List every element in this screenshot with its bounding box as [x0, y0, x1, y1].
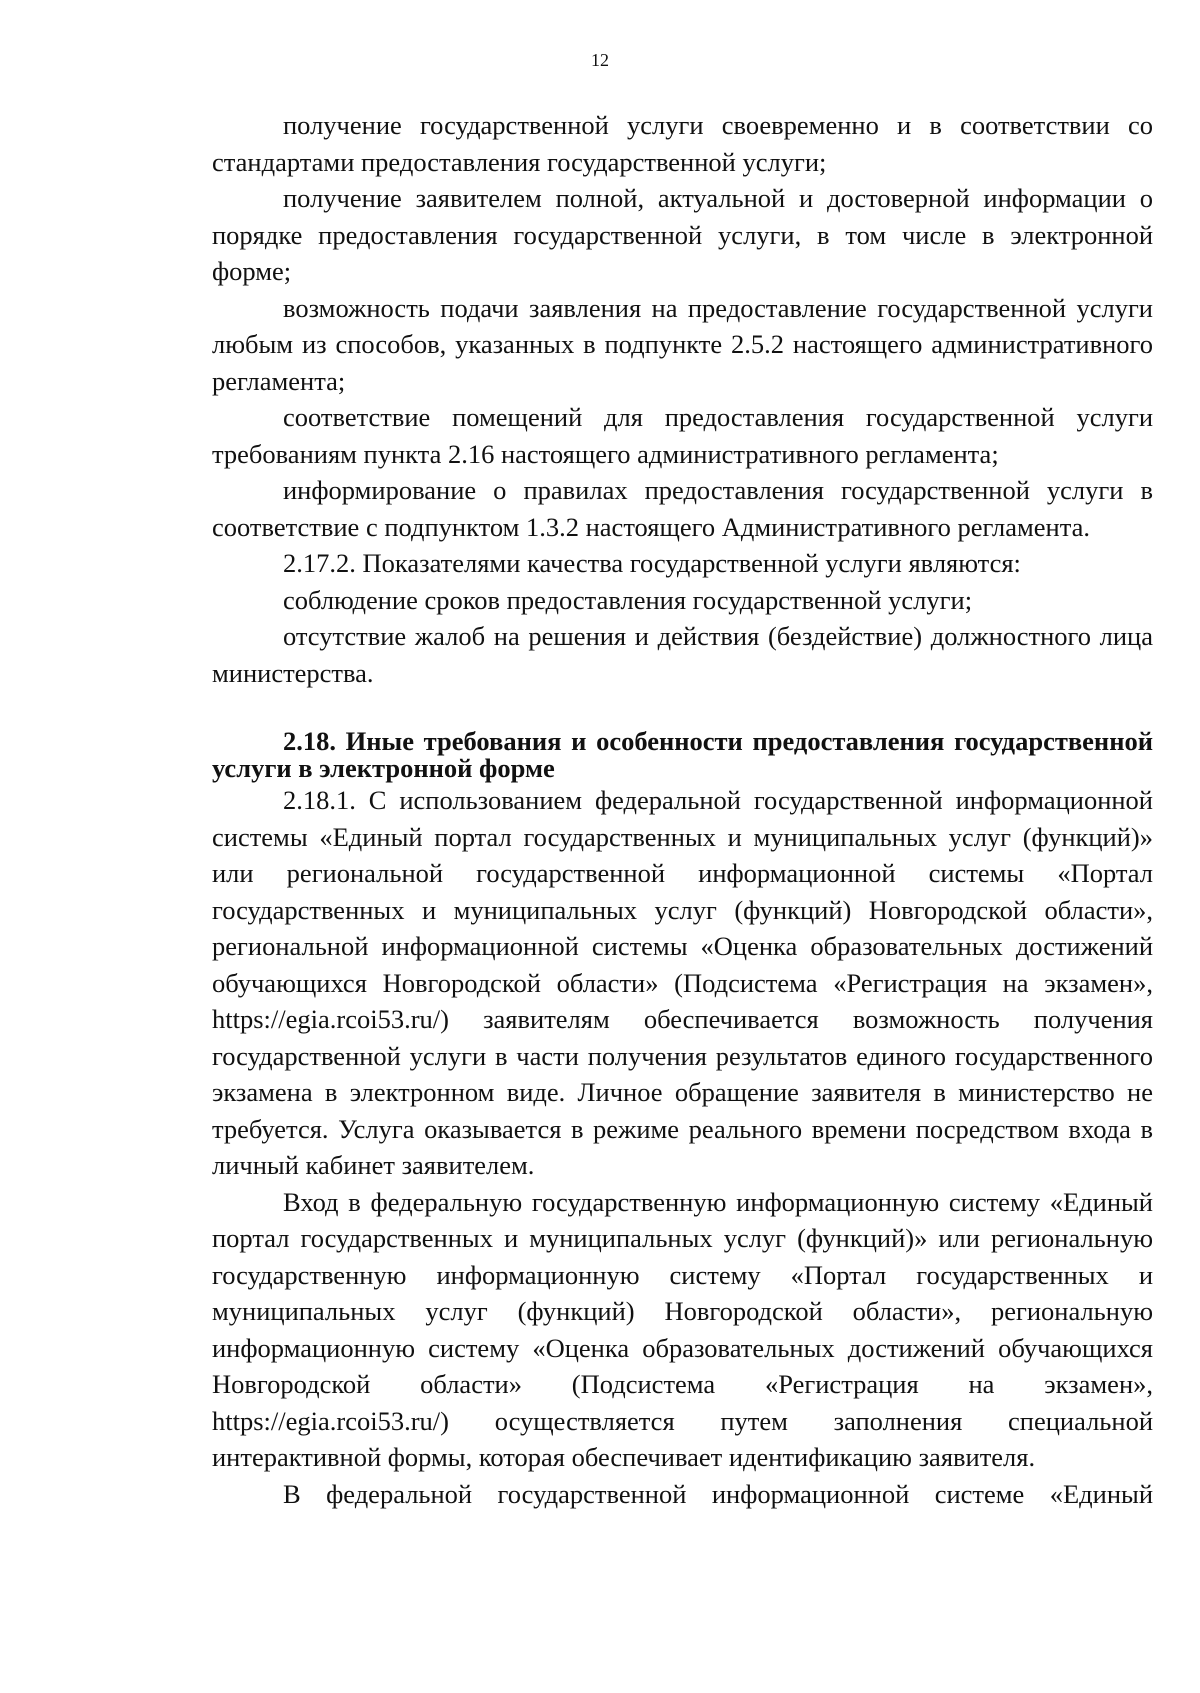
document-body: [212, 107, 1153, 1512]
paragraph: соблюдение сроков предоставления государственной услуги;: [283, 584, 973, 615]
paragraph: Вход в федеральную государственную информационную систему «Единый портал государственных и муниципальных услуг (функций)» или региональную государственную информационную систему «Портал государственных и муниципальных услуг (функций) Новгородской области», региональную информационную систему «Оценка образовательных достижений обучающихся Новгородской области» (Подсистема «Регистрация на экзамен», https://egia.rcoi53.ru/) осуществляется путем заполнения специальной интерактивной формы, которая обеспечивает идентификацию заявителя.: [212, 1186, 1153, 1472]
paragraph: 2.17.2. Показателями качества государственной услуги являются:: [283, 548, 1021, 578]
paragraph: 2.18.1. С использованием федеральной государственной информационной системы «Единый портал государственных и муниципальных услуг (функций)» или региональной государственной информационной системы «Портал государственных и муниципальных услуг (функций) Новгородской области», региональной информационной системы «Оценка образовательных достижений обучающихся Новгородской области» (Подсистема «Регистрация на экзамен», https://egia.rcoi53.ru/) заявителям обеспечивается возможность получения государственной услуги в части получения результатов единого государственного экзамена в электронном виде. Личное обращение заявителя в министерство не требуется. Услуга оказывается в режиме реального времени посредством входа в личный кабинет заявителем.: [212, 785, 1153, 1180]
page-number: 12: [591, 50, 609, 70]
paragraph: отсутствие жалоб на решения и действия (бездействие) должностного лица министерства.: [212, 621, 1153, 688]
paragraph: информирование о правилах предоставления государственной услуги в соответствие с подпунктом 1.3.2 настоящего Административного регламента.: [212, 475, 1153, 542]
paragraph: получение государственной услуги своевременно и в соответствии со стандартами предоставления государственной услуги;: [212, 110, 1153, 177]
section-heading: 2.18. Иные требования и особенности предоставления государственной услуги в электронной форме: [212, 726, 1153, 783]
paragraph: соответствие помещений для предоставления государственной услуги требованиям пункта 2.16 настоящего административного регламента;: [212, 402, 1153, 469]
paragraph: В федеральной государственной информационной системе «Единый: [283, 1478, 1153, 1509]
paragraph: получение заявителем полной, актуальной и достоверной информации о порядке предоставления государственной услуги, в том числе в электронной форме;: [212, 183, 1153, 286]
paragraph: возможность подачи заявления на предоставление государственной услуги любым из способов, указанных в подпункте 2.5.2 настоящего административного регламента;: [212, 292, 1153, 396]
